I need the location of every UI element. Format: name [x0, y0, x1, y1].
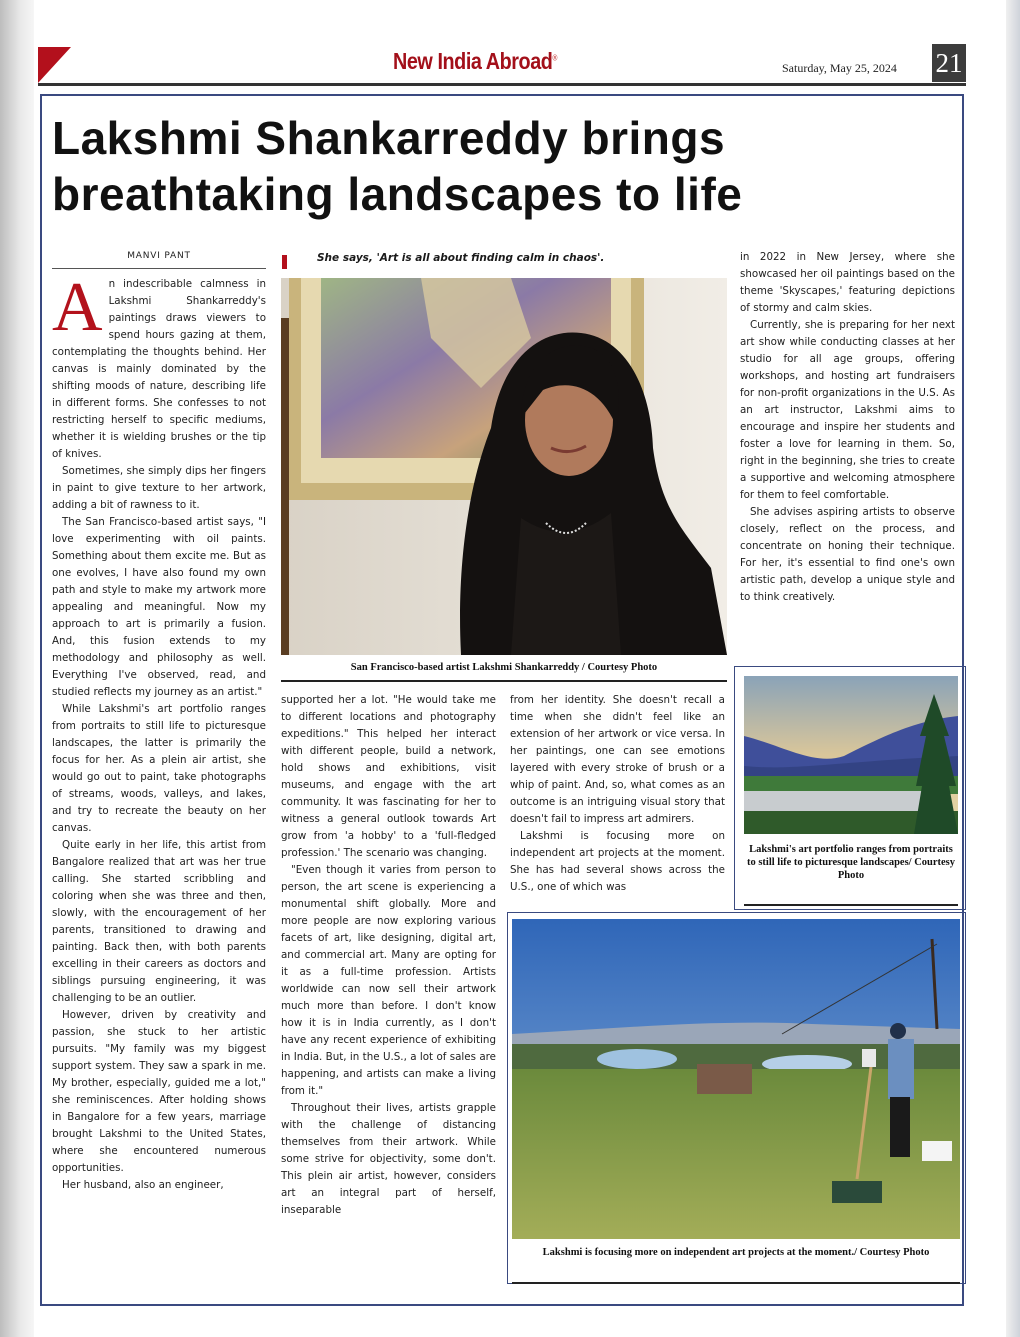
registered-mark: ®	[552, 53, 558, 63]
paragraph: Throughout their lives, artists grapple with the challenge of distancing themselves from their artwork. While some strive for objectivity, some don't. This plein air artist, however, considers art an integral part of herself, inseparable	[281, 1102, 496, 1216]
portrait-illustration	[281, 278, 727, 655]
column-1	[52, 269, 266, 1194]
headline-line-1: Lakshmi Shankarreddy brings	[52, 112, 726, 164]
plein-air-caption: Lakshmi is focusing more on independent art projects at the moment./ Courtesy Photo	[542, 1247, 930, 1258]
masthead-rule	[38, 83, 966, 86]
plein-air-photo	[512, 919, 960, 1239]
masthead	[38, 44, 966, 84]
portrait-caption: San Francisco-based artist Lakshmi Shankarreddy / Courtesy Photo	[350, 662, 658, 673]
red-corner-flag	[38, 47, 71, 83]
paragraph: "Even though it varies from person to person, the art scene is experiencing a monumental shift globally. More and more people are now exploring various facets of art, like designing, digital art, and commercial art. Many are opting for it as a full-time profession. Artists worldwide can now sell their artwork much more than before. I don't know how it is in India currently, as I don't have any recent experience of exhibiting in India. But, in the U.S., a lot of sales are happening, and artists can make a living from it."	[281, 864, 496, 1097]
page-edge-shadow	[1006, 0, 1020, 1337]
paragraph: Currently, she is preparing for her next art show while conducting classes at her studio for all age groups, offering workshops, and hosting art fundraisers for non-profit organizations in the U.S. As an art instructor, Lakshmi aims to encourage and inspire her students and foster a love for learning in them. So, right in the beginning, she tries to create a supportive and welcoming atmosphere for them to feel comfortable.	[740, 319, 955, 501]
paragraph: supported her a lot. "He would take me to different locations and photography expeditions." This helped her interact with different people, build a network, hold shows and exhibitions, visit museums, and engage with the art community. It was fascinating for her to witness a general outlook towards Art grow from 'a hobby' to a 'full-fledged profession.' The scenario was changing.	[281, 694, 496, 859]
page-curl-shadow	[0, 0, 34, 1337]
caption-rule	[744, 904, 958, 906]
paragraph: from her identity. She doesn't recall a time when she didn't feel like an extension of her artwork or vice versa. In her paintings, one can see emotions layered with every stroke of brush or a whip of paint. And, so, what comes as an outcome is an intriguing visual story that doesn't fail to impress art admirers.	[510, 694, 725, 825]
paragraph: Her husband, also an engineer,	[62, 1179, 224, 1191]
paragraph: The San Francisco-based artist says, "I love experimenting with oil paints. Something about them excite me. But as one evolves, I have also found my own path and style to make my artwork more appealing and meaningful. Now my approach to art is primarily a fusion. And, this fusion extends to my methodology and philosophy as well. Everything I've observed, read, and studied reflects my journey as an artist."	[52, 516, 266, 698]
paragraph: Lakshmi is focusing more on independent art projects at the moment. She has had several shows across the U.S., one of which was	[510, 830, 725, 893]
caption-rule	[281, 680, 727, 682]
portrait-photo	[281, 278, 727, 655]
paragraph: in 2022 in New Jersey, where she showcased her oil paintings based on the theme 'Skyscapes,' featuring depictions of stormy and calm skies.	[740, 251, 955, 314]
paragraph: However, driven by creativity and passion, she stuck to her artistic pursuits. "My family was my biggest support system. They saw a spark in me. My brother, especially, guided me a lot," she reminiscences. After holding shows in Bangalore for a few years, marriage brought Lakshmi to the United States, where she encountered numerous opportunities.	[52, 1009, 266, 1174]
byline: MANVI PANT	[127, 251, 191, 261]
plein-air-illustration	[512, 919, 960, 1239]
column-4	[740, 249, 955, 606]
pull-quote-bar	[282, 255, 287, 269]
paragraph: An indescribable calmness in Lakshmi Shankarreddy's paintings draws viewers to spend hours gazing at them, contemplating the thoughts behind. Her canvas is mainly dominated by the shifting moods of nature, describing life in different forms. She confesses to not restricting herself to specific mediums, whether it is wielding brushes or the tip of knives.	[52, 269, 266, 460]
publication-logo: New India Abroad®	[393, 48, 558, 74]
paragraph: Sometimes, she simply dips her fingers in paint to give texture to her artwork, adding a bit of rawness to it.	[52, 465, 266, 511]
painting-caption: Lakshmi's art portfolio ranges from portraits to still life to picturesque landscapes/ Courtesy Photo	[746, 844, 956, 881]
column-2	[281, 692, 496, 1219]
caption-rule	[512, 1282, 960, 1284]
issue-date: Saturday, May 25, 2024	[782, 61, 897, 75]
drop-cap: A	[52, 269, 103, 346]
paragraph: Quite early in her life, this artist from Bangalore realized that art was her true calling. She started scribbling and coloring when she was three and then, slowly, with the encouragement of her parents, transitioned to drawing and painting. Back then, with both parents excelling in their careers as doctors and siblings pursuing engineering, it was challenging to be an outlier.	[52, 839, 266, 1004]
paragraph: While Lakshmi's art portfolio ranges from portraits to still life to picturesque landscapes, the latter is primarily the focus for her. As a plein air artist, she would go out to paint, take photographs of streams, woods, valleys, and lakes, and try to recreate the beauty on her canvas.	[52, 703, 266, 834]
column-3	[510, 692, 725, 896]
landscape-painting-photo	[744, 676, 958, 834]
pull-quote: She says, 'Art is all about finding calm in chaos'.	[317, 252, 605, 264]
page-number: 21	[932, 44, 966, 82]
headline-line-2: breathtaking landscapes to life	[52, 168, 743, 220]
headline	[52, 110, 962, 222]
landscape-painting-illustration	[744, 676, 958, 834]
paragraph: She advises aspiring artists to observe closely, reflect on the process, and concentrate on honing their technique. For her, it's essential to find one's own artistic path, develop a unique style and to think creatively.	[740, 506, 955, 603]
